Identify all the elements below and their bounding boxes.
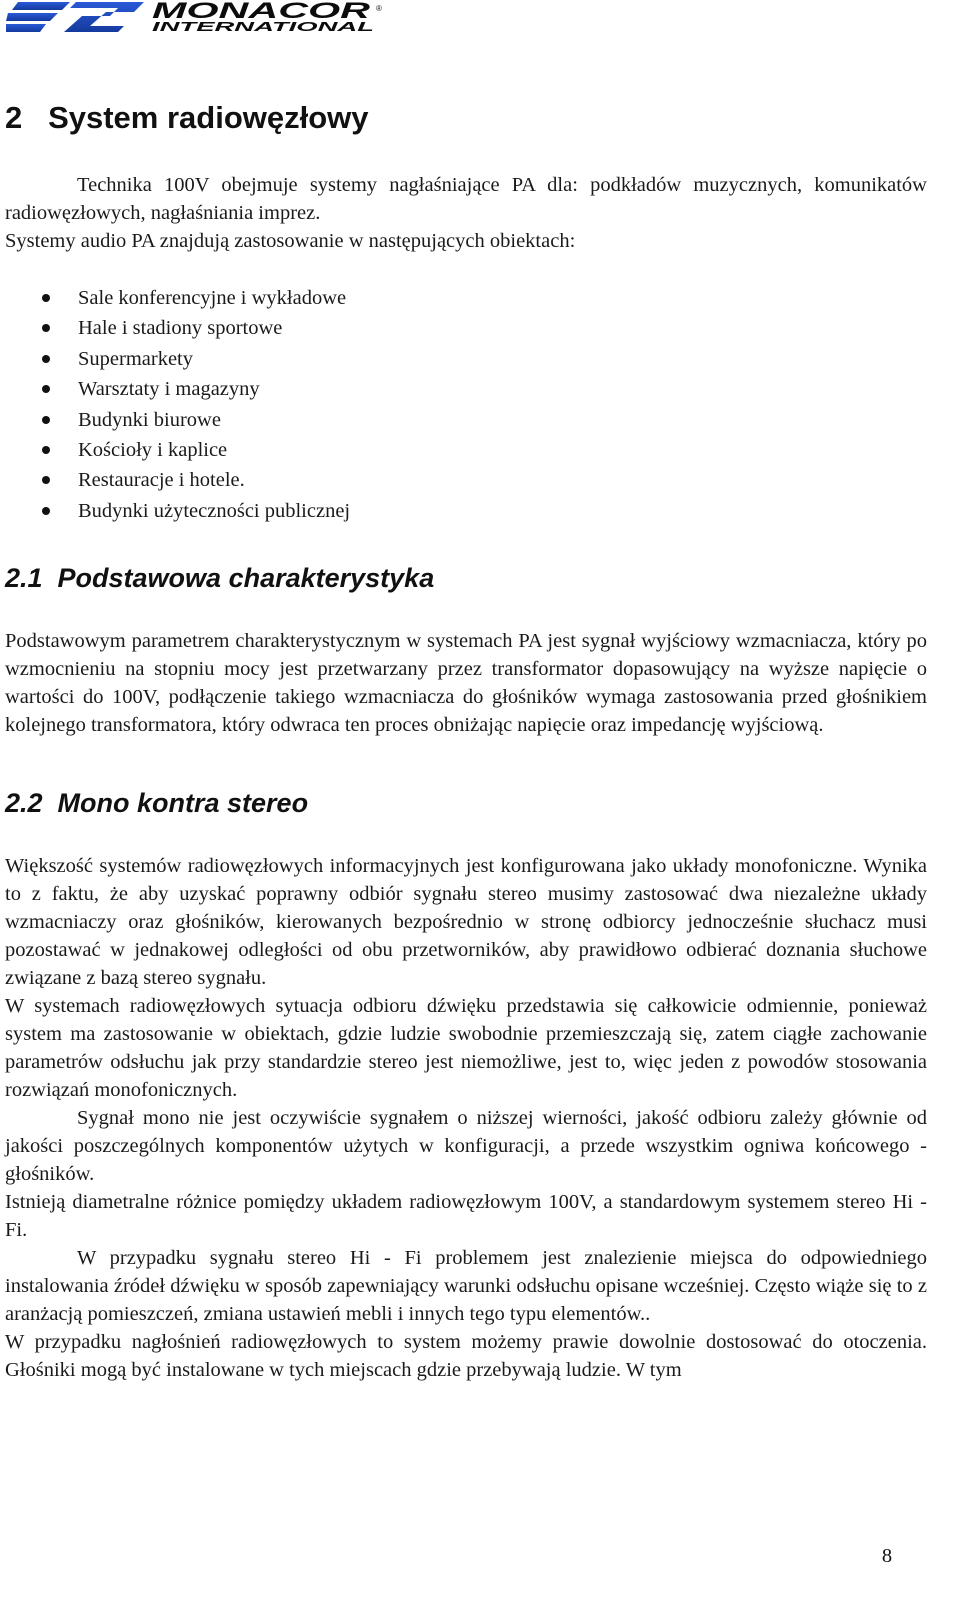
section-2-2-paragraph-4: Istnieją diametralne różnice pomiędzy układem radiowęzłowym 100V, a standardowym systemem stereo Hi - Fi. bbox=[5, 1191, 927, 1242]
logo-registered-mark: ® bbox=[376, 4, 382, 13]
list-item: Budynki biurowe bbox=[5, 405, 927, 435]
monacor-logo-graphic bbox=[6, 2, 396, 32]
section-2-2-paragraph-5: W przypadku sygnału stereo Hi - Fi problemem jest znalezienie miejsca do odpowiedniego instalowania źródeł dźwięku w sposób zapewniający warunki odsłuchu opisane wcześniej. Często wiąże się to z aranżacją pomieszczeń, zmiana ustawień mebli i innych tego typu elementów.. bbox=[5, 1247, 927, 1326]
monacor-logo bbox=[6, 2, 396, 32]
list-item: Restauracje i hotele. bbox=[5, 465, 927, 495]
intro-paragraph: Technika 100V obejmuje systemy nagłaśniające PA dla: podkładów muzycznych, komunikatów radiowęzłowych, nagłaśniania imprez. bbox=[5, 174, 927, 224]
logo-stripe bbox=[6, 13, 58, 21]
bullet-icon bbox=[42, 324, 50, 332]
facility-list bbox=[5, 283, 927, 526]
list-item: Supermarkety bbox=[5, 344, 927, 374]
bullet-icon bbox=[42, 476, 50, 484]
list-item: Sale konferencyjne i wykładowe bbox=[5, 283, 927, 313]
list-item: Hale i stadiony sportowe bbox=[5, 313, 927, 343]
logo-stripe bbox=[6, 24, 46, 32]
bullet-icon bbox=[42, 355, 50, 363]
bullet-icon bbox=[42, 416, 50, 424]
intro-paragraph-2: Systemy audio PA znajdują zastosowanie w następujących obiektach: bbox=[5, 230, 576, 252]
bullet-icon bbox=[42, 385, 50, 393]
bullet-icon bbox=[42, 446, 50, 454]
list-item: Kościoły i kaplice bbox=[5, 435, 927, 465]
section-2-2-paragraph-1: Większość systemów radiowęzłowych informacyjnych jest konfigurowana jako układy monofoniczne. Wynika to z faktu, że aby uzyskać poprawny odbiór sygnału stereo musimy zastosować dwa niezależne układy wzmacniaczy oraz głośników, kierowanych bezpośrednio w stronę odbiorcy jednocześnie słuchacz musi pozostawać w jednakowej odległości od obu przetworników, aby prawidłowo odbierać doznania słuchowe związane z bazą stereo sygnału. bbox=[5, 855, 927, 990]
page-number: 8 bbox=[881, 1545, 893, 1567]
bullet-icon bbox=[42, 294, 50, 302]
logo-stripe bbox=[12, 2, 70, 10]
logo-wordmark: MONACOR bbox=[152, 2, 371, 23]
section-2-2-paragraph-6: W przypadku nagłośnień radiowęzłowych to system możemy prawie dowolnie dostosować do otoczenia. Głośniki mogą być instalowane w tych miejscach gdzie przebywają ludzie. W tym bbox=[5, 1331, 927, 1382]
bullet-icon bbox=[42, 507, 50, 515]
section-2-2-paragraph-3: Sygnał mono nie jest oczywiście sygnałem o niższej wierności, jakość odbioru zależy głównie od jakości poszczególnych komponentów użytych w konfiguracji, a przede wszystkim ogniwa końcowego - głośników. bbox=[5, 1107, 927, 1186]
logo-subtitle: INTERNATIONAL bbox=[152, 20, 374, 32]
section-heading-2-2: 2.2 Mono kontra stereo bbox=[5, 788, 309, 819]
logo-stripe bbox=[64, 2, 144, 32]
section-heading-2-1: 2.1 Podstawowa charakterystyka bbox=[5, 563, 435, 594]
list-item: Budynki użyteczności publicznej bbox=[5, 496, 927, 526]
section-2-1-paragraph: Podstawowym parametrem charakterystycznym w systemach PA jest sygnał wyjściowy wzmacniacza, który po wzmocnieniu na stopniu mocy jest przetwarzany przez transformator dopasowujący na wyższe napięcie o wartości do 100V, podłączenie takiego wzmacniacza do głośników wymaga zastosowania przed głośnikiem kolejnego transformatora, który odwraca ten proces obniżając napięcie oraz impedancję wyjściową. bbox=[5, 630, 927, 737]
section-2-2-paragraph-2: W systemach radiowęzłowych sytuacja odbioru dźwięku przedstawia się całkowicie odmiennie, ponieważ system ma zastosowanie w obiektach, gdzie ludzie swobodnie przemieszczają się, zatem ciągłe zachowanie parametrów odsłuchu jak przy standardzie stereo jest niemożliwe, jest to, więc jeden z powodów stosowania rozwiązań monofonicznych. bbox=[5, 995, 927, 1102]
document-body bbox=[5, 95, 927, 1384]
list-item: Warsztaty i magazyny bbox=[5, 374, 927, 404]
chapter-heading: 2 System radiowęzłowy bbox=[5, 100, 369, 135]
